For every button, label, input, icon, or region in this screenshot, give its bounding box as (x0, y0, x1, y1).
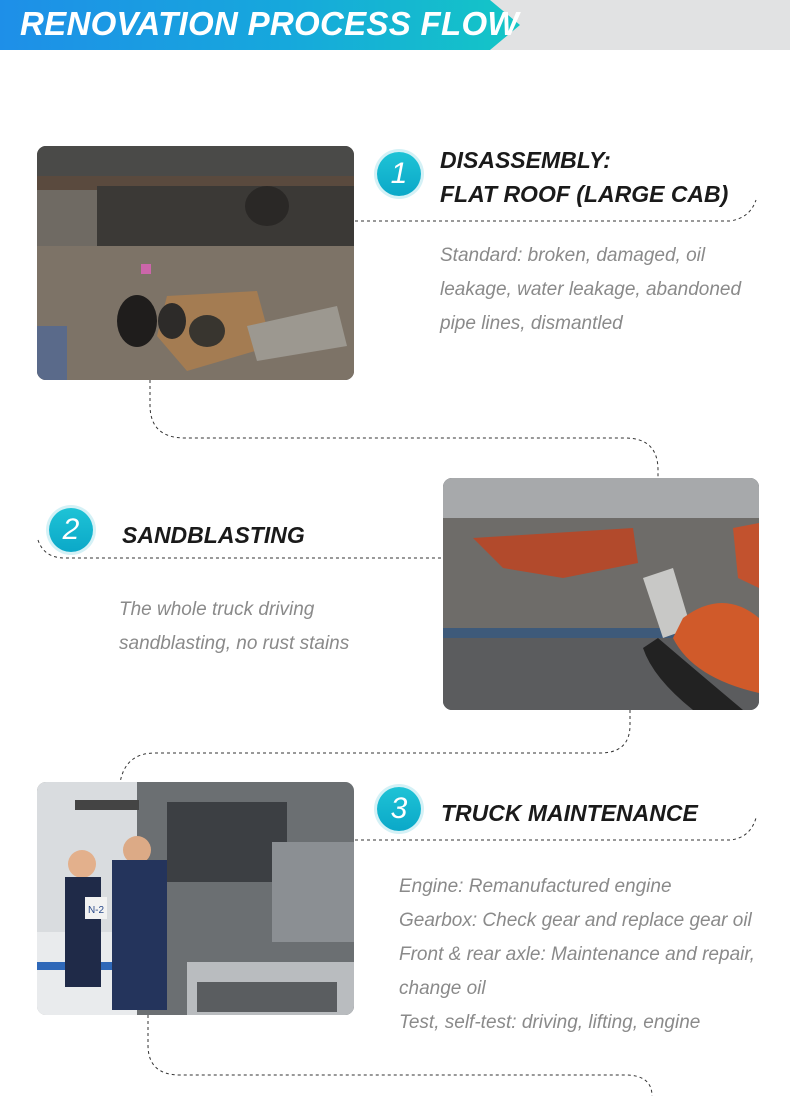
connector-1-2 (150, 380, 658, 478)
step-1-number-badge: 1 (377, 152, 421, 196)
worker-bib-label: N-2 (87, 905, 105, 916)
connector-2-3 (120, 710, 630, 783)
step-1-title (440, 143, 728, 211)
step-2-title (122, 518, 305, 552)
step-2-number-badge: 2 (49, 508, 93, 552)
step-3-description-line: Engine: Remanufactured engine (399, 876, 672, 897)
step-1-description-line: Standard: broken, damaged, oil (440, 245, 706, 266)
step-1-description (440, 239, 741, 341)
step-3-description-line: Gearbox: Check gear and replace gear oil (399, 910, 752, 931)
sandblasting-photo (443, 478, 759, 710)
disassembly-photo (37, 146, 354, 380)
step-3-description (399, 870, 755, 1040)
step-3-description-line: Test, self-test: driving, lifting, engine (399, 1012, 701, 1033)
step-1-description-line: leakage, water leakage, abandoned (440, 279, 742, 300)
page-title: RENOVATION PROCESS FLOW (20, 5, 519, 42)
truck-maintenance-photo (37, 782, 354, 1015)
step-1-title-line: FLAT ROOF (LARGE CAB) (440, 181, 729, 207)
step-3-description-line: Front & rear axle: Maintenance and repair, (399, 944, 755, 965)
step-3-title-line: TRUCK MAINTENANCE (441, 800, 698, 826)
step-1-description-line: pipe lines, dismantled (440, 313, 623, 334)
step-1-title-line: DISASSEMBLY: (440, 147, 611, 173)
step-2-description-line: The whole truck driving (119, 599, 315, 620)
step-3-description-line: change oil (399, 978, 486, 999)
step-2-description-line: sandblasting, no rust stains (119, 633, 350, 654)
step-2-title-line: SANDBLASTING (122, 522, 305, 548)
step-2-description (119, 593, 349, 661)
step-3-number-badge: 3 (377, 787, 421, 831)
step-3-title (441, 796, 698, 830)
